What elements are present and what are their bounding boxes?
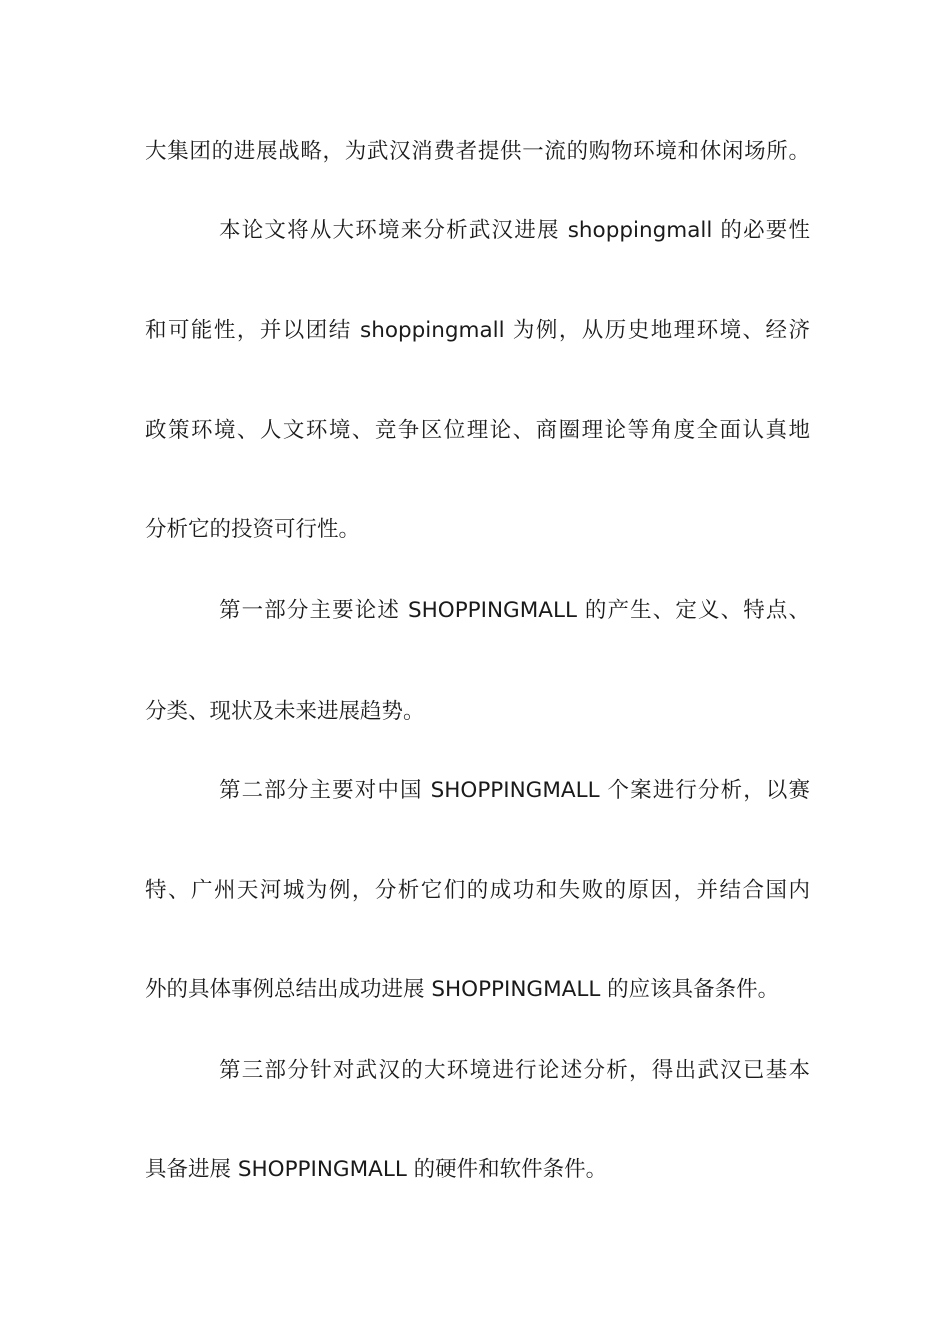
paragraph-3-line-2: 特、广州天河城为例，分析它们的成功和失败的原因，并结合国内 [145,878,810,903]
paragraph-4-line-2: 具备进展 SHOPPINGMALL 的硬件和软件条件。 [145,1157,608,1182]
paragraph-3-line-1: 第二部分主要对中国 SHOPPINGMALL 个案进行分析，以赛 [219,778,810,803]
paragraph-1-line-1: 本论文将从大环境来分析武汉进展 shoppingmall 的必要性 [219,218,810,243]
paragraph-2-line-1: 第一部分主要论述 SHOPPINGMALL 的产生、定义、特点、 [219,598,810,623]
paragraph-2-line-2: 分类、现状及未来进展趋势。 [145,699,425,724]
paragraph-1-line-4: 分析它的投资可行性。 [145,517,361,542]
paragraph-1-line-3: 政策环境、人文环境、竞争区位理论、商圈理论等角度全面认真地 [145,418,810,443]
text-line-1: 大集团的进展战略，为武汉消费者提供一流的购物环境和休闲场所。 [145,139,810,164]
paragraph-4-line-1: 第三部分针对武汉的大环境进行论述分析，得出武汉已基本 [219,1058,810,1083]
paragraph-3-line-3: 外的具体事例总结出成功进展 SHOPPINGMALL 的应该具备条件。 [145,977,780,1002]
paragraph-1-line-2: 和可能性，并以团结 shoppingmall 为例，从历史地理环境、经济 [145,318,810,343]
